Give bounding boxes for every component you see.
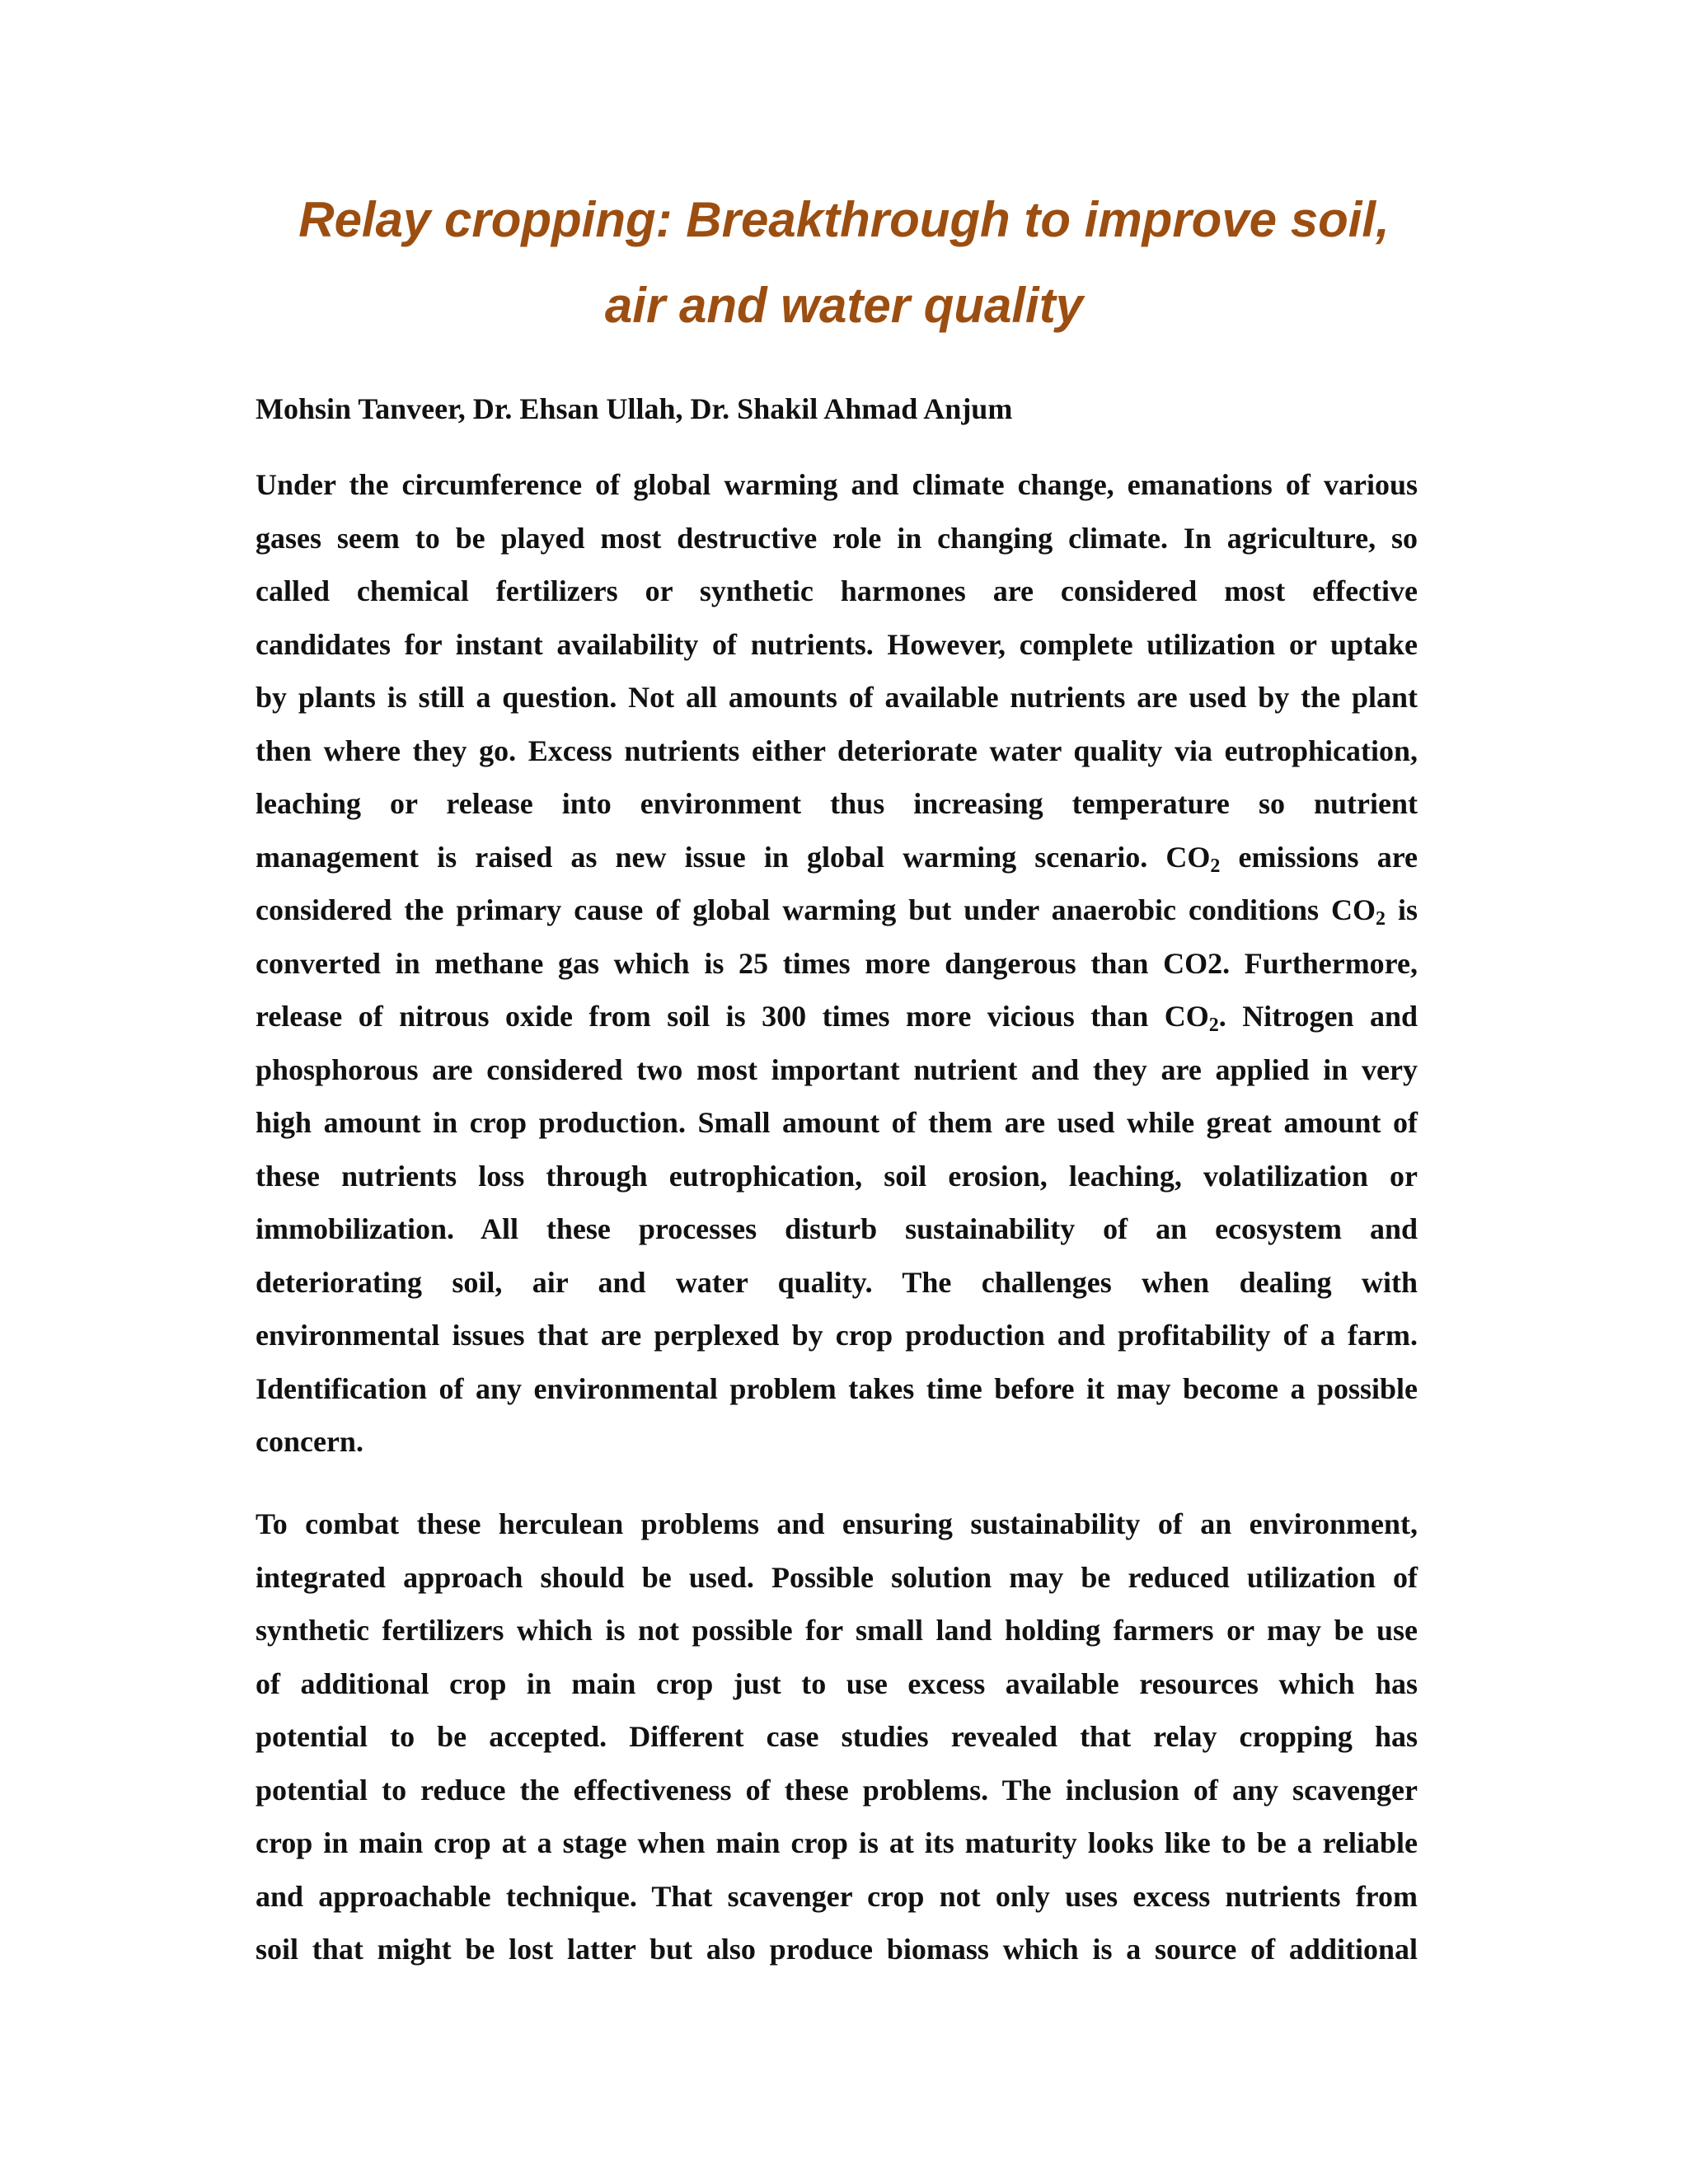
- text-line: [256, 990, 1418, 1043]
- subscript: 2: [1208, 1015, 1219, 1036]
- text-segment: is: [1385, 893, 1418, 926]
- title-line-2: air and water quality: [604, 278, 1084, 333]
- text-segment: emissions are: [1220, 840, 1418, 874]
- text-line: deteriorating soil, air and water quality. The challenges when dealing with: [256, 1265, 1418, 1299]
- text-line: [256, 831, 1418, 884]
- text-line: environmental issues that are perplexed by crop production and profitability of a farm.: [256, 1319, 1418, 1352]
- text-line: converted in methane gas which is 25 times more dangerous than CO2. Furthermore,: [256, 946, 1418, 980]
- text-segment: management is raised as new issue in global warming scenario. CO: [256, 840, 1211, 874]
- text-line: by plants is still a question. Not all amounts of available nutrients are used by the plant: [256, 681, 1418, 714]
- text-line: Identification of any environmental problem takes time before it may become a possible: [256, 1371, 1418, 1405]
- text-line: soil that might be lost latter but also produce biomass which is a source of additional: [256, 1933, 1418, 1966]
- text-line: To combat these herculean problems and ensuring sustainability of an environment,: [256, 1507, 1418, 1540]
- text-segment: release of nitrous oxide from soil is 300 times more vicious than CO: [256, 1000, 1209, 1033]
- subscript: 2: [1375, 908, 1386, 930]
- text-line: then where they go. Excess nutrients either deteriorate water quality via eutrophication,: [256, 733, 1418, 767]
- page-title: [165, 177, 1523, 349]
- text-line: phosphorous are considered two most important nutrient and they are applied in very: [256, 1052, 1418, 1086]
- text-line: these nutrients loss through eutrophication, soil erosion, leaching, volatilization or: [256, 1159, 1418, 1193]
- text-line: of additional crop in main crop just to use excess available resources which has: [256, 1666, 1418, 1700]
- text-line: Under the circumference of global warming and climate change, emanations of various: [256, 468, 1418, 501]
- author-list: Mohsin Tanveer, Dr. Ehsan Ullah, Dr. Shakil Ahmad Anjum: [256, 392, 1013, 425]
- paragraph-2: [256, 1497, 1418, 1976]
- title-line-1: Relay cropping: Breakthrough to improve soil,: [298, 192, 1390, 247]
- text-line: gases seem to be played most destructive role in changing climate. In agriculture, so: [256, 521, 1418, 555]
- text-line: high amount in crop production. Small amount of them are used while great amount of: [256, 1106, 1418, 1139]
- text-line: candidates for instant availability of nutrients. However, complete utilization or uptake: [256, 627, 1418, 661]
- text-segment: considered the primary cause of global warming but under anaerobic conditions CO: [256, 893, 1376, 926]
- text-line: called chemical fertilizers or synthetic harmones are considered most effective: [256, 574, 1418, 607]
- paragraph-1: [256, 458, 1418, 1469]
- text-segment: . Nitrogen and: [1218, 1000, 1418, 1033]
- text-line: concern.: [256, 1425, 363, 1458]
- text-line: immobilization. All these processes disturb sustainability of an ecosystem and: [256, 1212, 1418, 1245]
- text-line: potential to be accepted. Different case studies revealed that relay cropping has: [256, 1720, 1418, 1753]
- text-line: integrated approach should be used. Possible solution may be reduced utilization of: [256, 1560, 1418, 1594]
- text-line: crop in main crop at a stage when main crop is at its maturity looks like to be a reliable: [256, 1826, 1418, 1859]
- subscript: 2: [1210, 855, 1221, 877]
- text-line: leaching or release into environment thus increasing temperature so nutrient: [256, 787, 1418, 820]
- text-line: potential to reduce the effectiveness of these problems. The inclusion of any scavenger: [256, 1773, 1418, 1807]
- text-line: [256, 883, 1418, 937]
- text-line: synthetic fertilizers which is not possible for small land holding farmers or may be use: [256, 1614, 1418, 1647]
- text-line: and approachable technique. That scavenger crop not only uses excess nutrients from: [256, 1879, 1418, 1913]
